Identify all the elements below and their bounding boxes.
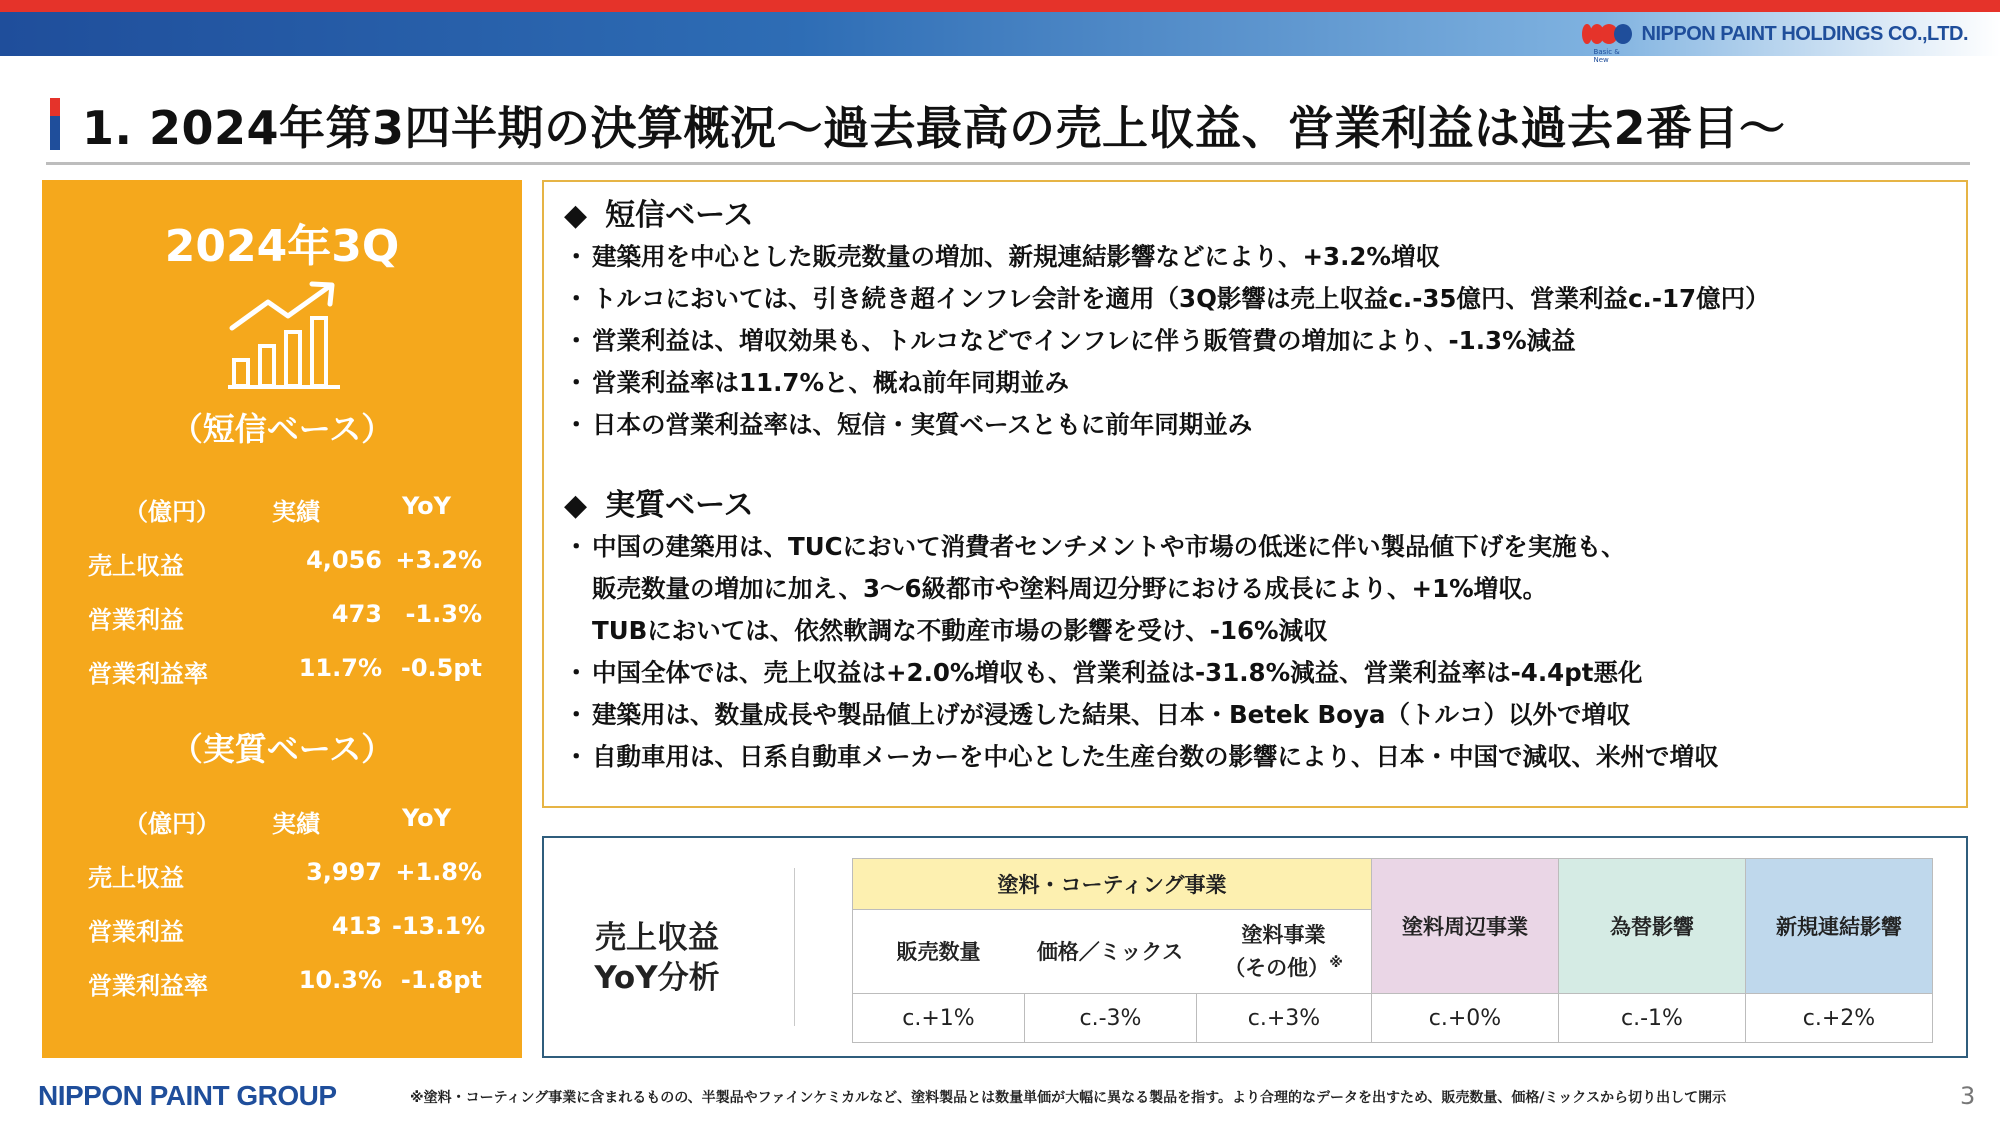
bullet-item: ・ 営業利益率は11.7%と、概ね前年同期並み bbox=[564, 368, 1069, 397]
jisshitsu-header-row bbox=[42, 804, 522, 844]
bullet-text: 建築用は、数量成長や製品値上げが浸透した結果、日本・Betek Boya（トルコ）以外で増収 bbox=[592, 700, 1631, 729]
bullet-item: ・ 日本の営業利益率は、短信・実質ベースともに前年同期並み bbox=[564, 410, 1253, 439]
row-yoy: +1.8% bbox=[395, 858, 482, 886]
bullet-continuation: TUBにおいては、依然軟調な不動産市場の影響を受け、-16%減収 bbox=[592, 616, 1328, 645]
row-label: 営業利益 bbox=[88, 918, 184, 946]
footnote: ※塗料・コーティング事業に含まれるものの、半製品やファインケミカルなど、塗料製品とは数量単価が大幅に異なる製品を指す。より合理的なデータを出すため、販売数量、価格/ミックスから切り出して開示 bbox=[410, 1090, 1727, 1106]
diamond-bullet-icon: ◆ bbox=[564, 198, 588, 233]
volume-value: c.+1% bbox=[852, 993, 1025, 1043]
row-label: 営業利益率 bbox=[88, 660, 208, 688]
peripheral-header: 塗料周辺事業 bbox=[1371, 858, 1559, 994]
summary-panel bbox=[42, 180, 522, 1058]
jisshitsu-row-revenue bbox=[42, 858, 522, 898]
analysis-divider bbox=[794, 868, 795, 1026]
row-actual: 4,056 bbox=[306, 546, 382, 574]
title-accent-bar bbox=[50, 98, 60, 150]
yoy-header: YoY bbox=[402, 804, 452, 832]
footnote-mark: ※ bbox=[1329, 954, 1343, 971]
title-divider bbox=[46, 162, 1970, 165]
fx-header: 為替影響 bbox=[1558, 858, 1746, 994]
tanshin-header-row bbox=[42, 492, 522, 532]
volume-header: 販売数量 bbox=[852, 909, 1024, 994]
yoy-header: YoY bbox=[402, 492, 452, 520]
group-logo: NIPPON PAINT GROUP bbox=[38, 1080, 337, 1111]
row-actual: 473 bbox=[331, 600, 382, 628]
paint-other-line1: 塗料事業 bbox=[1241, 922, 1326, 947]
bullet-item: ・ 中国全体では、売上収益は+2.0%増収も、営業利益は-31.8%減益、営業利益率は-4.4pt悪化 bbox=[564, 658, 1643, 687]
row-yoy: -1.3% bbox=[405, 600, 482, 628]
bullet-text: 自動車用は、日系自動車メーカーを中心とした生産台数の影響により、日本・中国で減収、米州で増収 bbox=[592, 742, 1719, 771]
price-mix-header: 価格／ミックス bbox=[1024, 909, 1196, 994]
unit-label: （億円） bbox=[124, 810, 220, 838]
bullet-item: ・ 自動車用は、日系自動車メーカーを中心とした生産台数の影響により、日本・中国で減収、米州で増収 bbox=[564, 742, 1719, 771]
row-actual: 3,997 bbox=[306, 858, 382, 886]
row-yoy: -1.8pt bbox=[400, 966, 482, 994]
new-consolidation-header: 新規連結影響 bbox=[1745, 858, 1933, 994]
row-yoy: +3.2% bbox=[395, 546, 482, 574]
diamond-bullet-icon: ◆ bbox=[564, 488, 588, 523]
row-label: 売上収益 bbox=[88, 864, 184, 892]
paint-other-header bbox=[1196, 909, 1372, 994]
tanshin-section-heading bbox=[564, 190, 754, 234]
bullet-item: ・ 中国の建築用は、TUCにおいて消費者センチメントや市場の低迷に伴い製品値下げを実施も、 bbox=[564, 532, 1626, 561]
jisshitsu-row-op-profit bbox=[42, 912, 522, 952]
bullet-continuation: 販売数量の増加に加え、3～6級都市や塗料周辺分野における成長により、+1%増収。 bbox=[592, 574, 1548, 603]
section-title: 実質ベース bbox=[605, 488, 754, 523]
revenue-yoy-analysis bbox=[542, 836, 1968, 1058]
period-label: 2024年3Q bbox=[164, 221, 400, 272]
row-actual: 10.3% bbox=[298, 966, 382, 994]
commentary-box bbox=[542, 180, 1968, 808]
row-yoy: -13.1% bbox=[392, 912, 486, 940]
logo-mark-icon bbox=[1582, 22, 1634, 64]
section-title: 短信ベース bbox=[605, 198, 754, 233]
row-label: 営業利益率 bbox=[88, 972, 208, 1000]
price-mix-value: c.-3% bbox=[1024, 993, 1197, 1043]
top-red-band bbox=[0, 0, 2000, 12]
actual-header: 実績 bbox=[272, 498, 320, 526]
bullet-text: 建築用を中心とした販売数量の増加、新規連結影響などにより、+3.2%増収 bbox=[592, 242, 1440, 271]
bullet-text: 営業利益率は11.7%と、概ね前年同期並み bbox=[592, 368, 1069, 397]
paint-other-line2 bbox=[1224, 949, 1343, 982]
bullet-text: トルコにおいては、引き続き超インフレ会計を適用（3Q影響は売上収益c.-35億円、営業利益c.-17億円） bbox=[592, 284, 1770, 313]
growth-chart-icon bbox=[226, 280, 346, 390]
peripheral-value: c.+0% bbox=[1371, 993, 1559, 1043]
fx-value: c.-1% bbox=[1558, 993, 1746, 1043]
actual-header: 実績 bbox=[272, 810, 320, 838]
page-number: 3 bbox=[1960, 1082, 1976, 1110]
row-actual: 11.7% bbox=[298, 654, 382, 682]
bullet-text: 日本の営業利益率は、短信・実質ベースともに前年同期並み bbox=[592, 410, 1253, 439]
new-consolidation-value: c.+2% bbox=[1745, 993, 1933, 1043]
bullet-item: ・ 営業利益は、増収効果も、トルコなどでインフレに伴う販管費の増加により、-1.3%減益 bbox=[564, 326, 1576, 355]
coatings-group-header: 塗料・コーティング事業 bbox=[852, 858, 1372, 910]
row-label: 売上収益 bbox=[88, 552, 184, 580]
page-title: 1. 2024年第3四半期の決算概況～過去最高の売上収益、営業利益は過去2番目～ bbox=[82, 101, 1786, 155]
row-yoy: -0.5pt bbox=[400, 654, 482, 682]
logo-tagline: Basic & New bbox=[1593, 48, 1620, 64]
tanshin-row-revenue bbox=[42, 546, 522, 586]
bullet-item: ・ 建築用は、数量成長や製品値上げが浸透した結果、日本・Betek Boya（トルコ）以外で増収 bbox=[564, 700, 1631, 729]
analysis-label-line2: YoY分析 bbox=[594, 960, 720, 996]
tanshin-row-op-profit bbox=[42, 600, 522, 640]
row-label: 営業利益 bbox=[88, 606, 184, 634]
analysis-label-line1: 売上収益 bbox=[595, 920, 719, 956]
paint-other-value: c.+3% bbox=[1196, 993, 1372, 1043]
jisshitsu-row-op-margin bbox=[42, 966, 522, 1006]
bullet-text: 中国の建築用は、TUCにおいて消費者センチメントや市場の低迷に伴い製品値下げを実施も、 bbox=[592, 532, 1626, 561]
bullet-item: ・ トルコにおいては、引き続き超インフレ会計を適用（3Q影響は売上収益c.-35億円、営業利益c.-17億円） bbox=[564, 284, 1770, 313]
bullet-text: 営業利益は、増収効果も、トルコなどでインフレに伴う販管費の増加により、-1.3%減益 bbox=[592, 326, 1576, 355]
jisshitsu-heading: （実質ベース） bbox=[170, 730, 394, 768]
bullet-text: 中国全体では、売上収益は+2.0%増収も、営業利益は-31.8%減益、営業利益率は-4.4pt悪化 bbox=[592, 658, 1643, 687]
tanshin-heading: （短信ベース） bbox=[170, 410, 394, 448]
paint-other-text: （その他） bbox=[1224, 955, 1330, 980]
jisshitsu-section-heading bbox=[564, 480, 754, 524]
company-name: NIPPON PAINT HOLDINGS CO.,LTD. bbox=[1641, 23, 1968, 45]
tanshin-row-op-margin bbox=[42, 654, 522, 694]
unit-label: （億円） bbox=[124, 498, 220, 526]
bullet-item: ・ 建築用を中心とした販売数量の増加、新規連結影響などにより、+3.2%増収 bbox=[564, 242, 1440, 271]
company-logo bbox=[1582, 22, 1968, 64]
analysis-label bbox=[562, 918, 752, 998]
row-actual: 413 bbox=[331, 912, 382, 940]
